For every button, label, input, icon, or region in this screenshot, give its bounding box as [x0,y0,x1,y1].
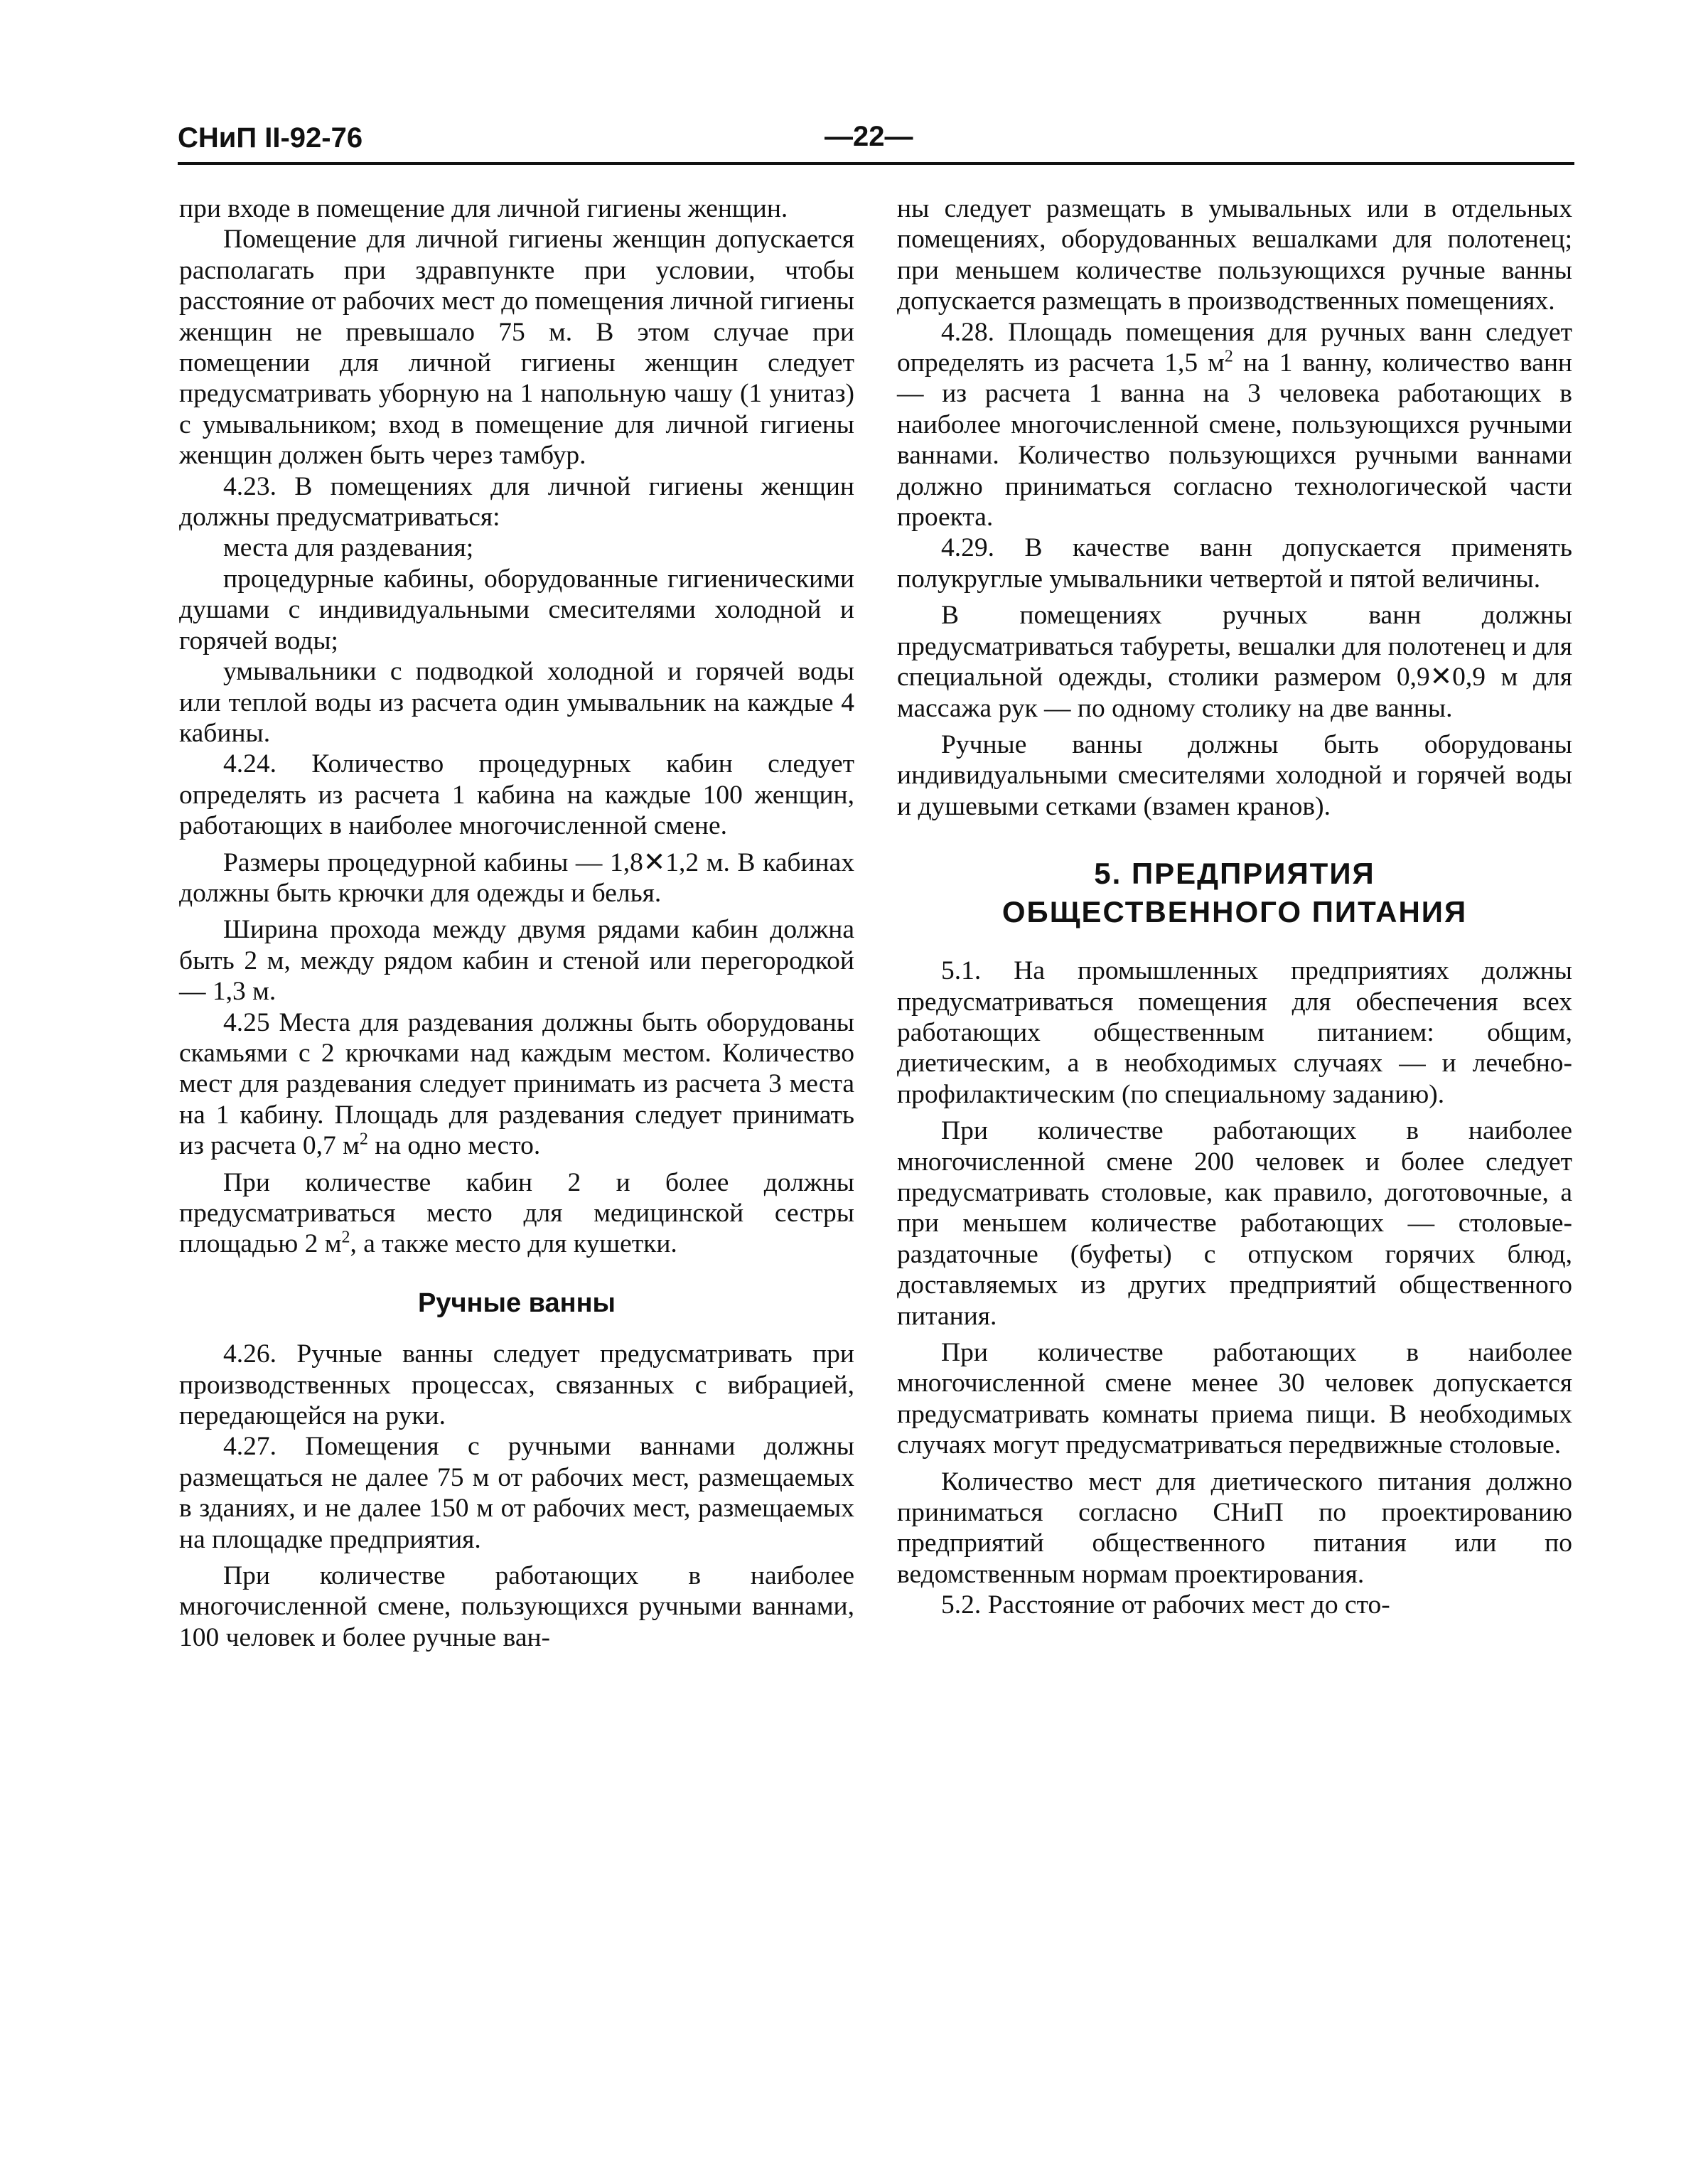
paragraph: При количестве работающих в наиболее многочисленной смене 200 человек и более следует предусматривать столовые, как правило, доготовочные, а при меньшем количестве работающих — столовые-раздаточные (буфеты) с отпуском горячих блюд, доставляемых из других предприятий общественного питания. [897,1116,1572,1331]
clause-number: 4.25 [223,1007,270,1037]
paragraph: При количестве работающих в наиболее многочисленной смене менее 30 человек допускается предусматривать комнаты приема пищи. В необходимых случаях могут предусматриваться передвижные столовые. [897,1338,1572,1460]
clause-4-24: 4.24. Количество процедурных кабин следует определять из расчета 1 кабина на каждые 100 женщин, работающих в наиболее многочисленной смене. [179,749,854,841]
paragraph: При количестве работающих в наиболее многочисленной смене, пользующихся ручными ваннами, 100 человек и более ручные ван- [179,1561,854,1652]
clause-4-25: 4.25 Места для раздевания должны быть оборудованы скамьями с 2 крючками над каждым местом. Количество мест для раздевания следует принимать из расчета 3 места на 1 кабину. Площадь для раздевания следует принимать из расчета 0,7 $м^2$ на одно место. [179,1007,854,1161]
clause-number: 5.2. [941,1590,982,1620]
clause-number: 5.1. [941,956,982,986]
clause-5-1: 5.1. На промышленных предприятиях должны предусматриваться помещения для обеспечения всех работающих общественным питанием: общим, диетическим, а в необходимых случаях — и лечебно-профилактическим (по специальному заданию). [897,956,1572,1109]
paragraph: При количестве кабин 2 и более должны предусматриваться место для медицинской сестры площадью 2 $м^2$, а также место для кушетки. [179,1167,854,1259]
subheading: Ручные ванны [418,1288,616,1318]
clause-4-26: 4.26. Ручные ванны следует предусматривать при производственных процессах, связанных с вибрацией, передающейся на руки. [179,1339,854,1431]
left-column [179,193,854,1653]
list-item: умывальники с подводкой холодной и горячей воды или теплой воды из расчета один умывальник на каждые 4 кабины. [179,657,854,748]
page-number: —22— [825,121,913,152]
clause-number: 4.23. [223,471,276,501]
clause-number: 4.28. [941,317,994,347]
clause-4-28: 4.28. Площадь помещения для ручных ванн следует определять из расчета 1,5 $м^2$ на 1 ванну, количество ванн — из расчета 1 ванна на 3 человека работающих в наиболее многочисленной смене, пользующихся ручными ваннами. Количество пользующихся ручными ваннами должно приниматься согласно технологической части проекта. [897,317,1573,532]
paragraph: при входе в помещение для личной гигиены женщин. [179,194,788,223]
section-heading: 5. ПРЕДПРИЯТИЯ ОБЩЕСТВЕННОГО ПИТАНИЯ [1001,857,1468,929]
paragraph: В помещениях ручных ванн должны предусматриваться табуреты, вешалки для полотенец и для специальной одежды, столики размером 0,9✕0,9 м для массажа рук — по одному столику на две ванны. [897,601,1572,723]
clause-number: 4.26. [223,1339,276,1369]
clause-number: 4.27. [223,1432,276,1462]
paragraph: Помещение для личной гигиены женщин допускается располагать при здравпункте при условии, чтобы расстояние от рабочих мест до помещения личной гигиены женщин не превышало 75 м. В этом случае при помещении для личной гигиены женщин следует предусматривать уборную на 1 напольную чашу (1 унитаз) с умывальником; вход в помещение для личной гигиены женщин должен быть через тамбур. [179,225,854,471]
clause-4-23: 4.23. В помещениях для личной гигиены женщин должны предусматриваться: [179,471,854,532]
clause-number: 4.24. [223,749,276,779]
clause-5-2: 5.2. Расстояние от рабочих мест до сто- [941,1590,1390,1620]
clause-4-27: 4.27. Помещения с ручными ваннами должны размещаться не далее 75 м от рабочих мест, размещаемых в зданиях, и не далее 150 м от рабочих мест, размещаемых на площадке предприятия. [179,1432,854,1554]
header-rule [178,162,1574,165]
paragraph: Количество мест для диетического питания должно приниматься согласно СНиП по проектированию предприятий общественного питания или по ведомственным нормам проектирования. [897,1467,1572,1589]
list-item: места для раздевания; [223,533,474,563]
document-code: СНиП II-92-76 [178,122,363,154]
paragraph: Размеры процедурной кабины — 1,8✕1,2 м. В кабинах должны быть крючки для одежды и белья. [179,847,854,908]
clause-4-29: 4.29. В качестве ванн допускается применять полукруглые умывальники четвертой и пятой величины. [897,533,1572,594]
clause-number: 4.29. [941,533,994,563]
list-item: процедурные кабины, оборудованные гигиеническими душами с индивидуальными смесителями холодной и горячей воды; [179,564,854,655]
paragraph: Ручные ванны должны быть оборудованы индивидуальными смесителями холодной и горячей воды и душевыми сетками (взамен кранов). [897,729,1572,821]
right-column [897,193,1572,1621]
page-header [178,121,1574,165]
paragraph: Ширина прохода между двумя рядами кабин должна быть 2 м, между рядом кабин и стеной или перегородкой — 1,3 м. [179,915,854,1007]
paragraph: ны следует размещать в умывальных или в отдельных помещениях, оборудованных вешалками для полотенец; при меньшем количестве пользующихся ручные ванны допускается размещать в производственных помещениях. [897,194,1572,316]
